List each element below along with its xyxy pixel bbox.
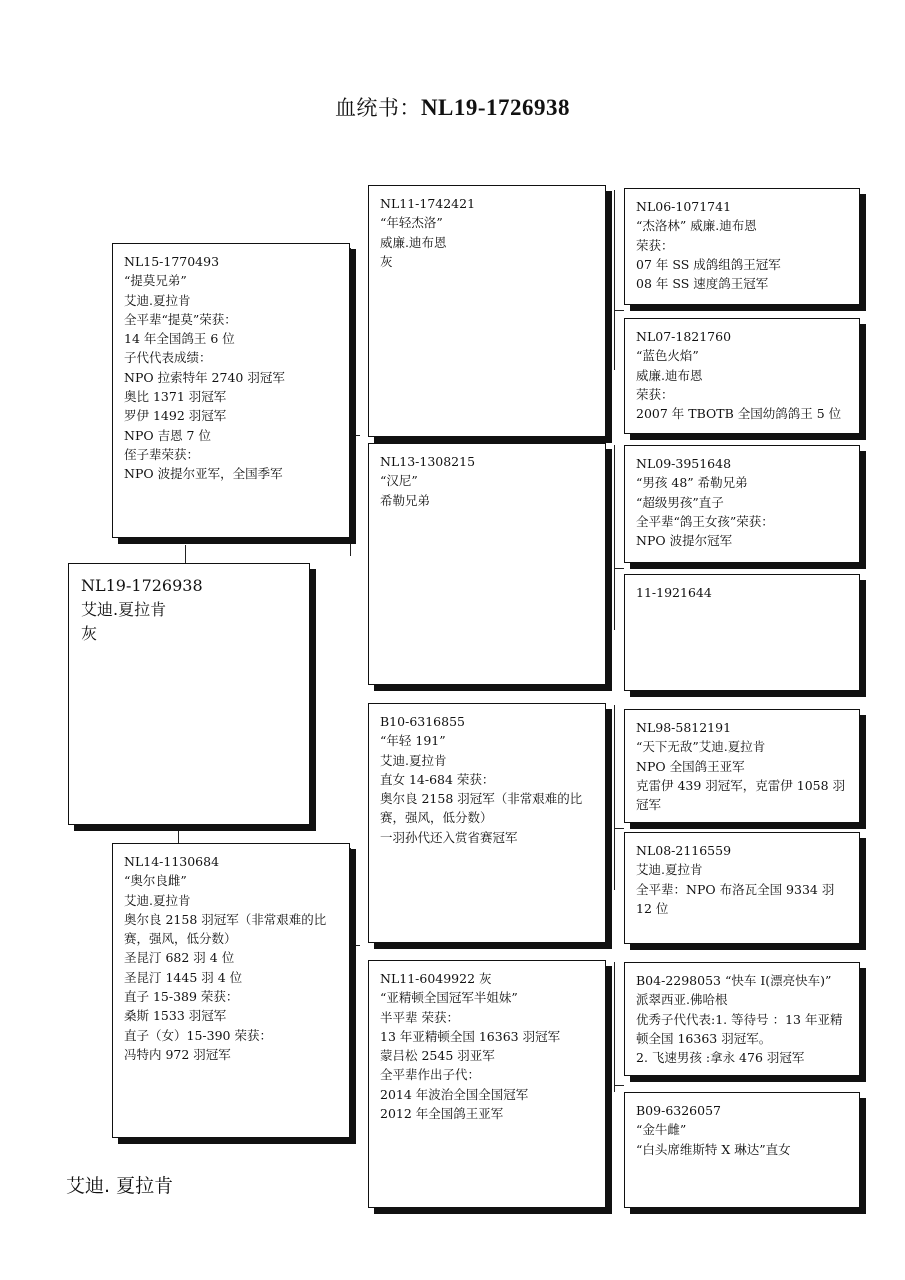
pedigree-line: 荣获：	[636, 237, 674, 253]
dam-card	[112, 843, 350, 1138]
pedigree-line: “超级男孩”直子	[636, 494, 724, 510]
pedigree-line: 荣获：	[636, 386, 674, 402]
pedigree-line: “年轻杰洛”	[380, 215, 443, 231]
pedigree-line: 直子（女）15-390 荣获：	[124, 1027, 272, 1043]
pedigree-line: 全平辈作出子代：	[380, 1067, 481, 1083]
pedigree-line: 希勒兄弟	[380, 492, 431, 508]
pedigree-line: 派翠西亚.佛哈根	[636, 992, 728, 1008]
color: 灰	[81, 624, 98, 643]
pedigree-line: “金牛雌”	[636, 1122, 687, 1138]
pedigree-line: 全平辈：NPO 布洛瓦全国 9334 羽 12 位	[636, 881, 835, 916]
pedigree-line: 圣昆汀 1445 羽 4 位	[124, 969, 243, 985]
pedigree-line: B10-6316855	[380, 714, 465, 729]
pedigree-line: 奥比 1371 羽冠军	[124, 389, 227, 405]
sire-card	[112, 243, 350, 538]
connector-line	[614, 190, 615, 370]
great-grandparent-card	[624, 318, 860, 434]
great-grandparent-card	[624, 832, 860, 944]
connector-line	[614, 1085, 624, 1086]
connector-line	[614, 705, 615, 890]
connector-line	[350, 848, 351, 1138]
pedigree-line: 半平辈 荣获：	[380, 1009, 459, 1025]
great-grandparent-card	[624, 574, 860, 691]
pedigree-line: 圣昆汀 682 羽 4 位	[124, 950, 235, 966]
pedigree-line: NL08-2116559	[636, 843, 732, 858]
connector-line	[350, 435, 360, 436]
connector-line	[614, 828, 624, 829]
pedigree-line: “蓝色火焰”	[636, 348, 699, 364]
pedigree-line: 奥尔良 2158 羽冠军（非常艰难的比赛，强风，低分数）	[380, 791, 583, 826]
pedigree-line: NL14-1130684	[124, 854, 220, 869]
pedigree-line: 07 年 SS 成鸽组鸽王冠军	[636, 256, 781, 272]
great-grandparent-card	[624, 1092, 860, 1208]
pedigree-line: 2. 飞速男孩 :拿永 476 羽冠军	[636, 1050, 805, 1066]
connector-line	[185, 545, 186, 565]
pedigree-line: 2014 年波治全国全国冠军	[380, 1086, 529, 1102]
pedigree-line: “汉尼”	[380, 473, 418, 489]
pedigree-line: 全平辈“提莫”荣获：	[124, 311, 237, 327]
pedigree-line: 克雷伊 439 羽冠军，克雷伊 1058 羽冠军	[636, 777, 846, 813]
pedigree-line: NL15-1770493	[124, 254, 220, 269]
pedigree-line: “年轻 191”	[380, 733, 446, 749]
ring-number: NL19-1726938	[81, 576, 203, 595]
great-grandparent-card	[624, 188, 860, 305]
pedigree-line: NL13-1308215	[380, 454, 476, 469]
pedigree-line: NPO 波提尔冠军	[636, 533, 733, 549]
pedigree-line: NL06-1071741	[636, 199, 732, 214]
pedigree-line: 罗伊 1492 羽冠军	[124, 408, 227, 424]
pedigree-line: 直子 15-389 荣获：	[124, 989, 239, 1005]
pedigree-line: 艾迪.夏拉肯	[636, 862, 703, 878]
pedigree-line: 一羽孙代还入赏省赛冠军	[380, 829, 518, 845]
pedigree-line: 侄子辈荣获：	[124, 446, 200, 462]
pedigree-line: “白头席维斯特 X 琳达”直女	[636, 1141, 791, 1157]
connector-line	[614, 568, 624, 569]
connector-line	[178, 825, 179, 843]
pedigree-line: 子代代表成绩：	[124, 350, 212, 366]
great-grandparent-card	[624, 709, 860, 823]
pedigree-line: 艾迪.夏拉肯	[124, 892, 191, 908]
pedigree-line: “男孩 48” 希勒兄弟	[636, 475, 748, 491]
pedigree-line: B09-6326057	[636, 1103, 721, 1118]
title-prefix: 血统书：	[334, 96, 421, 120]
breeder-footer-name: 艾迪. 夏拉肯	[66, 1175, 174, 1197]
sire-sire-card	[368, 185, 606, 437]
pedigree-line: 08 年 SS 速度鸽王冠军	[636, 276, 769, 292]
connector-line	[350, 945, 360, 946]
pedigree-line: 13 年亚精顿全国 16363 羽冠军	[380, 1028, 561, 1044]
great-grandparent-card	[624, 445, 860, 563]
sire-dam-card	[368, 443, 606, 685]
pedigree-line: NPO 全国鸽王亚军	[636, 758, 745, 774]
pedigree-line: NL11-6049922 灰	[380, 971, 492, 986]
pedigree-line: NL07-1821760	[636, 329, 732, 344]
connector-line	[614, 310, 624, 311]
pedigree-line: 2007 年 TBOTB 全国幼鸽鸽王 5 位	[636, 406, 842, 422]
pedigree-line: “奥尔良雌”	[124, 873, 187, 889]
pedigree-line: NPO 波提尔亚军，全国季军	[124, 466, 283, 482]
connector-line	[614, 445, 615, 630]
pedigree-line: “天下无敌”艾迪.夏拉肯	[636, 739, 766, 755]
pedigree-line: 2012 年全国鸽王亚军	[380, 1106, 504, 1122]
pedigree-line: NL09-3951648	[636, 456, 732, 471]
connector-line	[350, 248, 351, 556]
pedigree-line: 威廉.迪布恩	[380, 234, 447, 250]
pedigree-line: 冯特内 972 羽冠军	[124, 1046, 231, 1062]
pedigree-line: 灰	[380, 253, 393, 269]
breeder-name: 艾迪.夏拉肯	[81, 600, 167, 619]
pedigree-line: NL98-5812191	[636, 720, 732, 735]
pedigree-line: 奥尔良 2158 羽冠军（非常艰难的比赛，强风，低分数）	[124, 911, 327, 947]
pedigree-line: NL11-1742421	[380, 196, 476, 211]
page-title	[0, 92, 905, 122]
pedigree-line: 桑斯 1533 羽冠军	[124, 1008, 227, 1024]
subject-pigeon-card	[68, 563, 310, 825]
pedigree-line: 直女 14-684 荣获：	[380, 771, 495, 787]
pedigree-line: B04-2298053 “快车 I(漂亮快车)”	[636, 973, 832, 988]
dam-dam-card	[368, 960, 606, 1208]
pedigree-line: 11-1921644	[636, 585, 712, 600]
great-grandparent-card	[624, 962, 860, 1076]
pedigree-line: 优秀子代代表:1. 等待号 ：13 年亚精顿全国 16363 羽冠军。	[636, 1011, 843, 1046]
pedigree-line: “提莫兄弟”	[124, 273, 187, 289]
pedigree-line: 全平辈“鸽王女孩”荣获：	[636, 513, 774, 529]
pedigree-line: 艾迪.夏拉肯	[380, 752, 447, 768]
pedigree-line: NPO 拉索特年 2740 羽冠军	[124, 369, 285, 385]
pedigree-line: 威廉.迪布恩	[636, 367, 703, 383]
pedigree-line: “亚精顿全国冠军半姐妹”	[380, 990, 518, 1006]
dam-sire-card	[368, 703, 606, 943]
pedigree-line: 艾迪.夏拉肯	[124, 292, 191, 308]
title-ring-number: NL19-1726938	[420, 95, 571, 120]
pedigree-line: “杰洛林” 威廉.迪布恩	[636, 218, 757, 234]
pedigree-line: 14 年全国鸽王 6 位	[124, 331, 235, 347]
connector-line	[614, 962, 615, 1092]
pedigree-line: NPO 吉恩 7 位	[124, 427, 211, 443]
pedigree-line: 蒙吕松 2545 羽亚军	[380, 1048, 495, 1064]
